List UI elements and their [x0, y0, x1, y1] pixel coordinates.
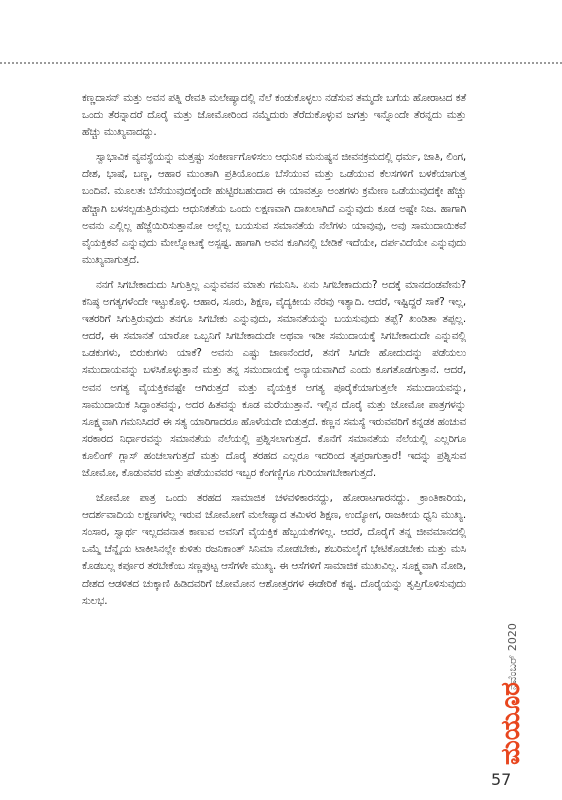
top-dotted-rule: [0, 62, 562, 64]
magazine-logo: ಮಯೂರ: [496, 682, 526, 765]
article-body: [82, 90, 466, 618]
page-number: 57: [491, 770, 512, 789]
article-paragraph-1: ಕಣ್ಣದಾಸನ್ ಮತ್ತು ಅವನ ಪತ್ನಿ ರೇವತಿ ಮಲೇಷ್ಯಾದಲ್ಲಿ ನೆಲೆ ಕಂಡುಕೊಳ್ಳಲು ನಡೆಸುವ ತಮ್ಮದೇ ಬಗೆಯ ಹೋರಾಟದ ಕತೆ ಒಂದು ತೆರನ್ನಾದರೆ ದೊರೈ ಮತ್ತು ಜೋಮೋರಿಂದ ನಮ್ಮೆದುರು ತೆರೆದುಕೊಳ್ಳುವ ಜಗತ್ತು ಇನ್ನೊಂದೇ ತೆರನ್ನದು ಮತ್ತು ಹೆಚ್ಚು ಮುಖ್ಯವಾದದ್ದು.: [82, 92, 466, 139]
article-paragraph-2: ಸ್ವಾಭಾವಿಕ ವ್ಯವಸ್ಥೆಯನ್ನು ಮತ್ತಷ್ಟು ಸಂಕೀರ್ಣಗೊಳಿಸಲು ಆಧುನಿಕ ಮನುಷ್ಯನ ಜೀವನಕ್ರಮದಲ್ಲಿ ಧರ್ಮ, ಜಾತಿ, ಲಿಂಗ, ದೇಶ, ಭಾಷೆ, ಬಣ್ಣ, ಆಹಾರ ಮುಂತಾಗಿ ಪ್ರತಿಯೊಂದೂ ಬೆಸೆಯುವ ಮತ್ತು ಒಡೆಯುವ ಕೆಲಸಗಳಿಗೆ ಬಳಕೆಯಾಗುತ್ತ ಬಂದಿವೆ. ಮೂಲತಃ ಬೆಸೆಯುವುದಕ್ಕೆಂದೇ ಹುಟ್ಟಿರಬಹುದಾದ ಈ ಯಾವತ್ತೂ ಅಂಶಗಳು ಕ್ರಮೇಣ ಒಡೆಯುವುದಕ್ಕೇ ಹೆಚ್ಚು ಹೆಚ್ಚಾಗಿ ಬಳಸಲ್ಪಡುತ್ತಿರುವುದು ಆಧುನಿಕತೆಯ ಒಂದು ಲಕ್ಷಣವಾಗಿ ದಾಖಲಾಗಿದೆ ಎನ್ನುವುದು ಕೂಡ ಅಷ್ಟೇ ನಿಜ. ಹಾಗಾಗಿ ಅವನು ಎಲ್ಲಿಲ್ಲ ಹೆಜ್ಜೆಯಿರಿಸುತ್ತಾನೋ ಅಲ್ಲೆಲ್ಲ ಬಯಸುವ ಸಮಾನತೆಯ ನೆಲೆಗಳು ಯಾವುವು, ಅವು ಸಾಮುದಾಯಿಕವೆ ವೈಯಕ್ತಿಕವೆ ಎನ್ನುವುದು ಮೇಲ್ನೋಟಕ್ಕೆ ಅಸ್ಪಷ್ಟ. ಹಾಗಾಗಿ ಅವನ ಕೂಗಿನಲ್ಲಿ ಬೇಡಿಕೆ ಇದೆಯೇ, ದರ್ಪವಿದೆಯೇ ಎನ್ನುವುದು ಮುಖ್ಯವಾಗುತ್ತದೆ.: [82, 151, 466, 266]
article-paragraph-4: ಜೋಮೋ ಪಾತ್ರ ಒಂದು ತರಹದ ಸಾಮಾಜಿಕ ಚಳವಳಿಕಾರನದ್ದು, ಹೋರಾಟಗಾರನದ್ದು. ಕ್ರಾಂತಿಕಾರಿಯ, ಆದರ್ಶವಾದಿಯ ಲಕ್ಷಣಗಳೆಲ್ಲ ಇರುವ ಜೋಮೋಗೆ ಮಲೇಷ್ಯಾದ ತಮಿಳರ ಶಿಕ್ಷಣ, ಉದ್ಯೋಗ, ರಾಜಕೀಯ ಧ್ವನಿ ಮುಖ್ಯ. ಸಂಸಾರ, ಸ್ವಾರ್ಥ ಇಲ್ಲದವನಾತ ಕಾಣುವ ಅವನಿಗೆ ವೈಯಕ್ತಿಕ ಹೆಬ್ಬಯಕೆಗಳಿಲ್ಲ. ಆದರೆ, ದೊರೈಗೆ ತನ್ನ ಜೀವಮಾನದಲ್ಲಿ ಒಮ್ಮೆ ಚೆನ್ನೈಯ ಟಾಕೀಸಿನಲ್ಲೇ ಕುಳಿತು ರಜನಿಕಾಂತ್ ಸಿನಿಮಾ ನೋಡಬೇಕು, ಶಬರಿಮಲೈಗೆ ಭೇಟಿಕೊಡಬೇಕು ಮತ್ತು ಮಸಿ ಕೊಡಬಲ್ಲ ಕರ್ಪೂರ ತರಬೇಕೆಂಬ ಸಣ್ಣಪುಟ್ಟ ಆಸೆಗಳೇ ಮುಖ್ಯ. ಈ ಆಸೆಗಳಿಗೆ ಸಾಮಾಜಿಕ ಮುಖವಿಲ್ಲ. ಸೂಕ್ಷ್ಮವಾಗಿ ನೋಡಿ, ದೇಶದ ಆಡಳಿತದ ಚುಕ್ಕಾಣಿ ಹಿಡಿದವರಿಗೆ ಜೋಮೋನ ಆಶೋತ್ತರಗಳ ಈಡೇರಿಕೆ ಕಷ್ಟ. ದೊರೈಯನ್ನು ತೃಪ್ತಿಗೊಳಿಸುವುದು ಸುಲಭ.: [82, 492, 466, 607]
article-paragraph-3: ನನಗೆ ಸಿಗಬೇಕಾದುದು ಸಿಗುತ್ತಿಲ್ಲ ಎನ್ನುವವನ ಮಾತು ಗಮನಿಸಿ. ಏನು ಸಿಗಬೇಕಾದುದು? ಅದಕ್ಕೆ ಮಾನದಂಡವೇನು? ಕನಿಷ್ಠ ಅಗತ್ಯಗಳೆಂದೇ ಇಟ್ಟುಕೊಳ್ಳಿ. ಆಹಾರ, ಸೂರು, ಶಿಕ್ಷಣ, ವೈದ್ಯಕೀಯ ನೆರವು ಇತ್ಯಾದಿ. ಆದರೆ, ಇಷ್ಟಿದ್ದರೆ ಸಾಕೆ? ಇಲ್ಲ, ಇತರರಿಗೆ ಸಿಗುತ್ತಿರುವುದು ತನಗೂ ಸಿಗಬೇಕು ಎನ್ನುವುದು, ಸಮಾನತೆಯನ್ನು ಬಯಸುವುದು ತಪ್ಪೆ? ಖಂಡಿತಾ ತಪ್ಪಲ್ಲ. ಆದರೆ, ಈ ಸಮಾನತೆ ಯಾರೋ ಒಬ್ಬನಿಗೆ ಸಿಗಬೇಕಾದುದೇ ಅಥವಾ ಇಡೀ ಸಮುದಾಯಕ್ಕೆ ಸಿಗಬೇಕಾದುದೇ ಎನ್ನುವಲ್ಲಿ ಒಡಕುಗಳು, ಬಿರುಕುಗಳು ಯಾಕೆ? ಅವನು ಎಷ್ಟು ಜಾಣನೆಂದರೆ, ತನಗೆ ಸಿಗದೇ ಹೋದುದನ್ನು ಪಡೆಯಲು ಸಮುದಾಯವನ್ನು ಬಳಸಿಕೊಳ್ಳುತ್ತಾನೆ ಮತ್ತು ತನ್ನ ಸಮುದಾಯಕ್ಕೆ ಅನ್ಯಾಯವಾಗಿದೆ ಎಂದು ಕೂಗತೊಡಗುತ್ತಾನೆ. ಆದರೆ, ಅವನ ಅಗತ್ಯ ವೈಯಕ್ತಿಕವಷ್ಟೇ ಆಗಿರುತ್ತದೆ ಮತ್ತು ವೈಯಕ್ತಿಕ ಅಗತ್ಯ ಪೂರೈಕೆಯಾಗುತ್ತಲೇ ಸಮುದಾಯವನ್ನು, ಸಾಮುದಾಯಿಕ ಸಿದ್ಧಾಂತವನ್ನು, ಅದರ ಹಿತವನ್ನು ಕೂಡ ಮರೆಯುತ್ತಾನೆ. ಇಲ್ಲಿನ ದೊರೈ ಮತ್ತು ಜೋಮೋ ಪಾತ್ರಗಳನ್ನು ಸೂಕ್ಷ್ಮವಾಗಿ ಗಮನಿಸಿದರೆ ಈ ಸತ್ಯ ಯಾರಿಗಾದರೂ ಹೊಳೆಯದೇ ಬಿಡುತ್ತದೆ. ಕಣ್ಣನ ಸಮಸ್ಯೆ ಇರುವವರಿಗೆ ಕನ್ನಡಕ ಹಂಚುವ ಸರಕಾರದ ನಿರ್ಧಾರವನ್ನು ಸಮಾನತೆಯ ನೆಲೆಯಲ್ಲಿ ಪ್ರಶ್ನಿಸಲಾಗುತ್ತದೆ. ಕೊನೆಗೆ ಸಮಾನತೆಯ ನೆಲೆಯಲ್ಲಿ ಎಲ್ಲರಿಗೂ ಕೂಲಿಂಗ್ ಗ್ಲಾಸ್ ಹಂಚಲಾಗುತ್ತದೆ ಮತ್ತು ದೊರೈ ತರಹದ ಎಲ್ಲರೂ ಇದರಿಂದ ತೃಪ್ತರಾಗುತ್ತಾರೆ! ಇದನ್ನು ಪ್ರಶ್ನಿಸುವ ಜೋಮೋ, ಕೊಡುವವರ ಮತ್ತು ಪಡೆಯುವವರ ಇಬ್ಬರ ಕೆಂಗಣ್ಣಿಗೂ ಗುರಿಯಾಗಬೇಕಾಗುತ್ತದೆ.: [82, 278, 466, 479]
issue-date: ನವೆಂಬರ್ 2020: [506, 623, 519, 690]
